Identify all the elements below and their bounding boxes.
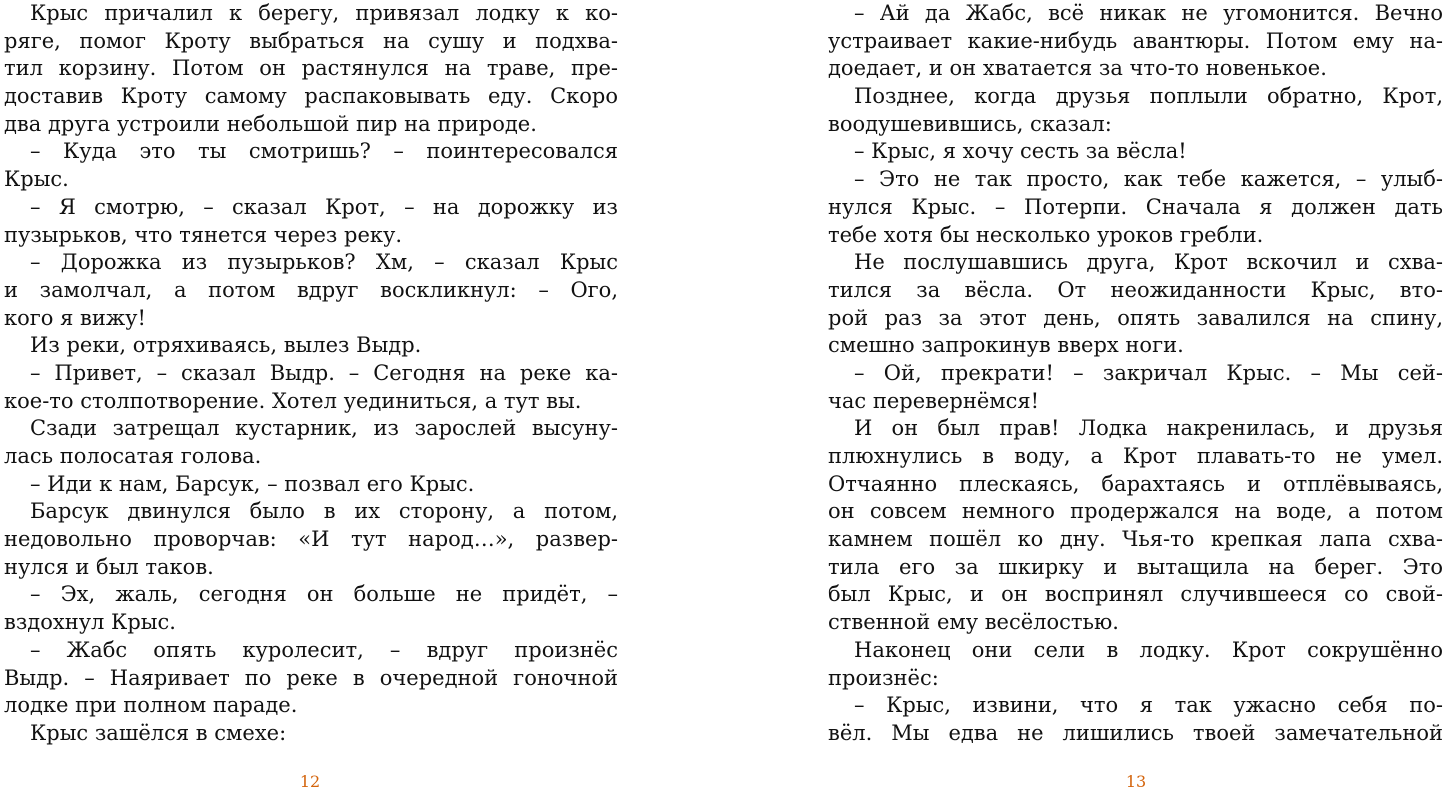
text-line: Из реки, отряхиваясь, вылез Выдр. bbox=[30, 333, 422, 358]
text-line: тился за вёсла. От неожиданности Крыс, вто- bbox=[828, 277, 1443, 302]
left-page-text bbox=[4, 0, 618, 748]
text-line: кого я вижу! bbox=[4, 305, 146, 330]
text-line: – Крыс, я хочу сесть за вёсла! bbox=[854, 139, 1187, 164]
text-line: ственной ему весёлостью. bbox=[828, 610, 1119, 635]
text-line: смешно запрокинув вверх ноги. bbox=[828, 333, 1184, 358]
text-line: вёл. Мы едва не лишились твоей замечательной bbox=[828, 720, 1443, 745]
text-line: нулся Крыс. – Потерпи. Сначала я должен дать bbox=[828, 194, 1443, 219]
right-page bbox=[828, 0, 1443, 791]
text-line: устраивает какие-нибудь авантюры. Потом ему на- bbox=[828, 28, 1443, 53]
text-line: воодушевившись, сказал: bbox=[828, 111, 1112, 136]
text-line: произнёс: bbox=[828, 665, 939, 690]
text-line: – Жабс опять куролесит, – вдруг произнёс bbox=[30, 637, 618, 662]
text-line: камнем пошёл ко дну. Чья-то крепкая лапа схва- bbox=[828, 527, 1443, 552]
text-line: Крыс причалил к берегу, привязал лодку к ко- bbox=[30, 1, 618, 25]
text-line: Не послушавшись друга, Крот вскочил и схва- bbox=[854, 250, 1443, 275]
text-line: – Дорожка из пузырьков? Хм, – сказал Крыс bbox=[30, 250, 618, 275]
text-line: тила его за шкирку и вытащила на берег. Это bbox=[828, 554, 1443, 579]
text-line: доставив Кроту самому распаковывать еду. Скоро bbox=[4, 84, 618, 109]
text-line: – Это не так просто, как тебе кажется, – улыб- bbox=[854, 167, 1443, 192]
text-line: он совсем немного продержался на воде, а потом bbox=[828, 499, 1443, 524]
text-line: Барсук двинулся было в их сторону, а потом, bbox=[30, 499, 618, 524]
text-line: Крыс. bbox=[4, 167, 69, 192]
left-page bbox=[4, 0, 618, 791]
text-line: нулся и был таков. bbox=[4, 554, 214, 579]
text-line: Выдр. – Наяривает по реке в очередной гоночной bbox=[4, 665, 618, 690]
page-number: 12 bbox=[299, 772, 321, 791]
text-line: пузырьков, что тянется через реку. bbox=[4, 222, 403, 247]
text-line: Сзади затрещал кустарник, из зарослей высуну- bbox=[30, 416, 618, 441]
text-line: Позднее, когда друзья поплыли обратно, Крот, bbox=[854, 84, 1443, 109]
text-line: ряге, помог Кроту выбраться на сушу и подхва- bbox=[4, 28, 618, 53]
text-line: Крыс зашёлся в смехе: bbox=[30, 720, 287, 745]
text-line: и замолчал, а потом вдруг воскликнул: – Ого, bbox=[4, 277, 618, 302]
text-line: – Куда это ты смотришь? – поинтересовался bbox=[30, 139, 618, 164]
text-line: – Я смотрю, – сказал Крот, – на дорожку из bbox=[30, 194, 618, 219]
text-line: – Эх, жаль, сегодня он больше не придёт, – bbox=[30, 582, 618, 607]
text-line: Наконец они сели в лодку. Крот сокрушённо bbox=[854, 637, 1443, 662]
text-line: час перевернёмся! bbox=[828, 388, 1040, 413]
text-line: – Крыс, извини, что я так ужасно себя по- bbox=[854, 693, 1443, 718]
text-line: плюхнулись в воду, а Крот плавать-то не умел. bbox=[828, 444, 1443, 468]
text-line: лодке при полном параде. bbox=[4, 693, 298, 718]
text-line: И он был прав! Лодка накренилась, и друзья bbox=[854, 416, 1443, 441]
text-line: – Ой, прекрати! – закричал Крыс. – Мы сей- bbox=[854, 360, 1443, 385]
text-line: – Ай да Жабс, всё никак не угомонится. Вечно bbox=[854, 1, 1443, 25]
text-line: Отчаянно плескаясь, барахтаясь и отплёвываясь, bbox=[828, 471, 1443, 496]
text-line: вздохнул Крыс. bbox=[4, 610, 176, 635]
text-line: тил корзину. Потом он растянулся на траве, пре- bbox=[4, 56, 618, 81]
text-line: тебе хотя бы несколько уроков гребли. bbox=[828, 222, 1264, 247]
text-line: лась полосатая голова. bbox=[4, 444, 262, 468]
page-number: 13 bbox=[1125, 772, 1147, 791]
right-page-text bbox=[828, 0, 1443, 748]
text-line: – Иди к нам, Барсук, – позвал его Крыс. bbox=[30, 471, 475, 496]
text-line: два друга устроили небольшой пир на природе. bbox=[4, 111, 537, 136]
text-line: недовольно проворчав: «И тут народ…», развер- bbox=[4, 527, 618, 552]
text-line: – Привет, – сказал Выдр. – Сегодня на реке ка- bbox=[30, 360, 618, 385]
text-line: кое-то столпотворение. Хотел уединиться, а тут вы. bbox=[4, 388, 582, 413]
text-line: был Крыс, и он воспринял случившееся со свой- bbox=[828, 582, 1443, 607]
text-line: рой раз за этот день, опять завалился на спину, bbox=[828, 305, 1443, 330]
text-line: доедает, и он хватается за что-то новенькое. bbox=[828, 56, 1327, 81]
